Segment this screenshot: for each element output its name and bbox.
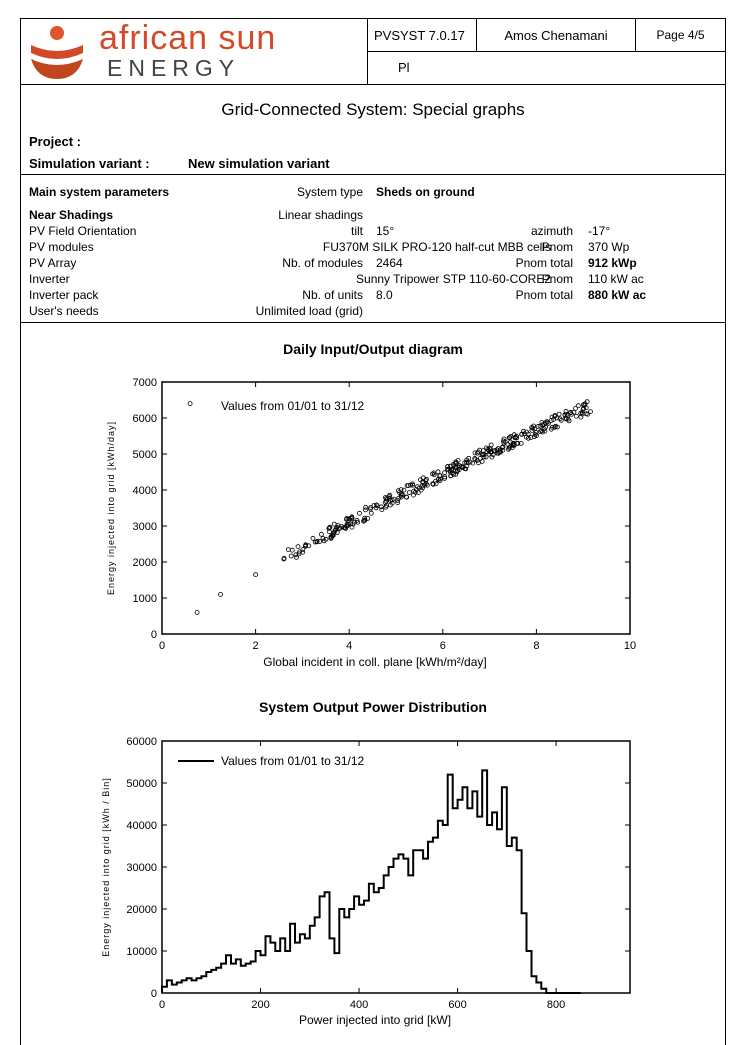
scatter-point: [319, 532, 323, 536]
scatter-point: [301, 548, 305, 552]
power-distribution-chart: [21, 719, 725, 1039]
scatter-point: [286, 548, 290, 552]
report-page: [20, 18, 726, 1045]
variant-value: New simulation variant: [188, 156, 330, 171]
histogram-legend: Values from 01/01 to 31/12: [221, 754, 365, 768]
near-shadings-label: Near Shadings: [29, 208, 114, 222]
scatter-ytick-label: 4000: [132, 485, 157, 497]
histogram-ytick-label: 10000: [126, 946, 157, 958]
nb-modules-label: Nb. of modules: [282, 256, 363, 270]
system-type-value: Sheds on ground: [376, 185, 475, 199]
tilt-label: tilt: [351, 224, 363, 238]
histogram-xtick-label: 400: [349, 999, 369, 1011]
histogram-xlabel: Power injected into grid [kW]: [298, 1013, 452, 1027]
scatter-ytick-label: 5000: [132, 449, 157, 461]
units-label: Nb. of units: [302, 288, 363, 302]
near-shadings-value: Linear shadings: [278, 208, 363, 222]
scatter-point: [380, 508, 384, 512]
scatter-point: [254, 573, 258, 577]
units-value: 8.0: [376, 288, 393, 302]
inverter-pnom-value: 110 kW ac: [588, 272, 644, 286]
system-parameters: [21, 175, 725, 323]
array-label: PV Array: [29, 256, 77, 270]
histogram-plot-frame: [162, 741, 630, 993]
inverter-value: Sunny Tripower STP 110-60-CORE2: [356, 272, 551, 286]
scatter-xtick-label: 4: [346, 640, 353, 652]
scatter-point: [471, 461, 475, 465]
scatter-point: [318, 540, 322, 544]
software-version: PVSYST 7.0.17: [367, 19, 476, 52]
inverter-pnom-label: Pnom: [541, 272, 573, 286]
scatter-point: [219, 592, 223, 596]
scatter-ytick-label: 6000: [132, 413, 157, 425]
scatter-point: [296, 545, 300, 549]
scatter-point: [476, 461, 480, 465]
input-output-scatter-chart: [21, 364, 725, 684]
histogram-chart-title: System Output Power Distribution: [259, 699, 487, 715]
sun-logo-icon: [27, 23, 97, 83]
logo-brand-text: african sun: [99, 19, 277, 57]
scatter-point: [574, 414, 578, 418]
scatter-point: [195, 610, 199, 614]
histogram-ytick-label: 60000: [126, 736, 157, 748]
scatter-xtick-label: 0: [158, 640, 166, 652]
needs-value: Unlimited load (grid): [255, 304, 363, 318]
array-pnom-label: Pnom total: [515, 256, 573, 270]
modules-pnom-value: 370 Wp: [588, 240, 630, 254]
pack-pnom-label: Pnom total: [515, 288, 573, 302]
scatter-plot-frame: [162, 382, 630, 634]
modules-label: PV modules: [29, 240, 94, 254]
logo-energy-text: ENERGY: [107, 55, 241, 81]
modules-value: FU370M SILK PRO-120 half-cut MBB cells: [322, 240, 551, 254]
histogram-ytick-label: 50000: [126, 778, 157, 790]
histogram-xtick-label: 600: [448, 999, 467, 1011]
scatter-chart-title: Daily Input/Output diagram: [283, 341, 463, 357]
scatter-point: [506, 447, 510, 451]
scatter-point: [311, 536, 315, 540]
histogram-xtick-label: 200: [251, 999, 270, 1011]
histogram-ytick-label: 0: [150, 988, 157, 1000]
scatter-ytick-label: 7000: [132, 377, 157, 389]
scatter-point: [407, 491, 411, 495]
scatter-xtick-label: 6: [439, 640, 446, 652]
scatter-xtick-label: 8: [533, 640, 540, 652]
params-heading: Main system parameters: [29, 185, 170, 199]
company-logo: [21, 19, 367, 84]
scatter-ylabel: Energy injected into grid [kWh/day]: [106, 420, 116, 596]
tilt-value: 15°: [376, 224, 395, 238]
azimuth-label: azimuth: [530, 224, 573, 238]
needs-label: User's needs: [29, 304, 99, 318]
scatter-point: [480, 459, 484, 463]
scatter-point: [557, 412, 561, 416]
scatter-point: [364, 508, 368, 512]
author-name: Amos Chenamani: [476, 19, 635, 52]
page-title: Grid-Connected System: Special graphs: [221, 100, 525, 119]
histogram-ytick-label: 40000: [126, 820, 157, 832]
scatter-ytick-label: 1000: [132, 593, 157, 605]
pack-label: Inverter pack: [29, 288, 99, 302]
title-section: [21, 85, 725, 175]
scatter-point: [574, 406, 578, 410]
scatter-point: [369, 511, 373, 515]
scatter-point: [358, 511, 362, 515]
scatter-ytick-label: 2000: [132, 557, 157, 569]
page-number: Page 4/5: [635, 19, 725, 52]
scatter-xtick-label: 10: [623, 640, 637, 652]
scatter-point: [188, 402, 192, 406]
system-type-label: System type: [296, 185, 363, 199]
scatter-point: [290, 548, 294, 552]
orientation-label: PV Field Orientation: [29, 224, 137, 238]
array-pnom-value: 912 kWp: [588, 256, 637, 270]
histogram-xtick-label: 800: [546, 999, 566, 1011]
histogram-ytick-label: 30000: [126, 862, 157, 874]
scatter-ytick-label: 0: [150, 629, 157, 641]
histogram-xtick-label: 0: [158, 999, 166, 1011]
nb-modules-value: 2464: [376, 256, 403, 270]
azimuth-value: -17°: [588, 224, 611, 238]
histogram-ytick-label: 20000: [126, 904, 157, 916]
variant-label: Simulation variant :: [29, 156, 150, 171]
histogram-series-line: [162, 770, 581, 993]
scatter-point: [289, 554, 293, 558]
scatter-point: [436, 470, 440, 474]
header-subline: Pl: [367, 52, 725, 84]
pack-pnom-value: 880 kW ac: [588, 288, 647, 302]
project-label: Project :: [29, 134, 82, 149]
inverter-label: Inverter: [29, 272, 70, 286]
scatter-point: [294, 555, 298, 559]
scatter-ytick-label: 3000: [132, 521, 157, 533]
report-header: [21, 19, 725, 85]
scatter-xlabel: Global incident in coll. plane [kWh/m²/day]: [263, 655, 487, 669]
scatter-annotation: Values from 01/01 to 31/12: [221, 399, 365, 413]
scatter-xtick-label: 2: [252, 640, 259, 652]
histogram-ylabel: Energy injected into grid [kWh / Bin]: [101, 777, 111, 957]
modules-pnom-label: Pnom: [541, 240, 573, 254]
